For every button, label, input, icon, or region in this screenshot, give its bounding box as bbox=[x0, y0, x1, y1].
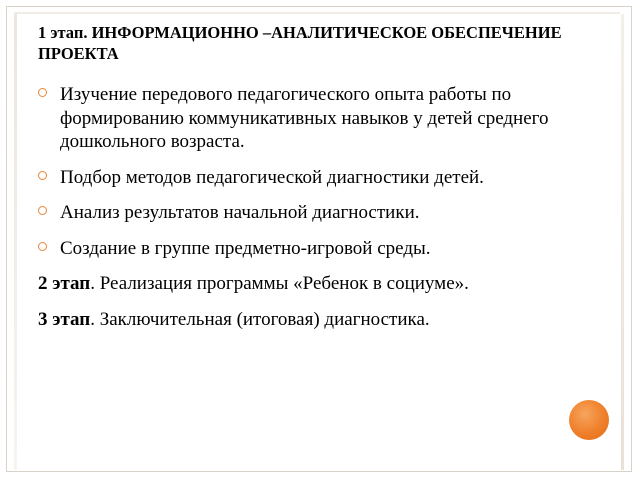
orange-circle-decoration-icon bbox=[569, 400, 609, 440]
stage-2-paragraph bbox=[38, 272, 598, 296]
slide-content bbox=[38, 83, 598, 343]
bullet-item bbox=[38, 237, 598, 261]
bullet-ring-icon bbox=[38, 206, 47, 215]
bullet-text: Изучение передового педагогического опыта работы по формированию коммуникативных навыков у детей среднего дошкольного возраста. bbox=[60, 84, 549, 152]
slide-left-edge bbox=[14, 14, 17, 470]
stage-3-text: . Заключительная (итоговая) диагностика. bbox=[90, 308, 430, 330]
slide-title: 1 этап. ИНФОРМАЦИОННО –АНАЛИТИЧЕСКОЕ ОБЕСПЕЧЕНИЕ ПРОЕКТА bbox=[38, 23, 562, 63]
bullet-ring-icon bbox=[38, 171, 47, 180]
slide-top-edge bbox=[14, 12, 620, 14]
stage-3-paragraph bbox=[38, 308, 598, 332]
stage-3-label: 3 этап bbox=[38, 308, 91, 330]
bullet-item bbox=[38, 166, 598, 190]
bullet-item bbox=[38, 83, 598, 154]
bullet-text: Создание в группе предметно-игровой среды. bbox=[60, 237, 431, 259]
bullet-item bbox=[38, 201, 598, 225]
slide-right-edge bbox=[621, 14, 624, 470]
bullet-text: Анализ результатов начальной диагностики. bbox=[60, 202, 420, 223]
bullet-ring-icon bbox=[38, 88, 47, 97]
stage-2-label: 2 этап bbox=[38, 273, 91, 294]
stage-2-text: . Реализация программы «Ребенок в социуме». bbox=[90, 273, 469, 294]
bullet-ring-icon bbox=[38, 242, 47, 251]
bullet-text: Подбор методов педагогической диагностики детей. bbox=[60, 166, 484, 188]
